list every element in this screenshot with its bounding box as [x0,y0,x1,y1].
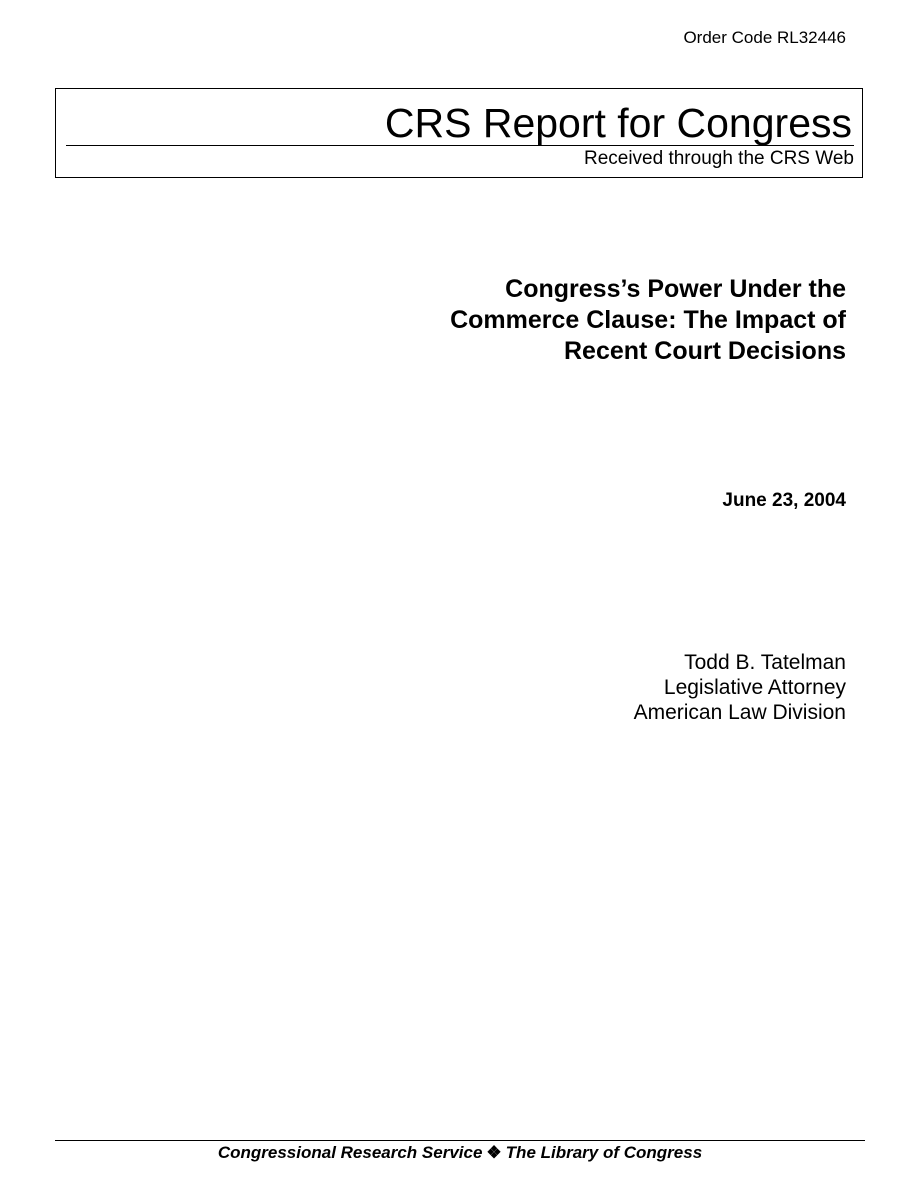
footer-library: The Library of Congress [505,1143,703,1162]
diamond-separator-icon: ❖ [486,1143,502,1162]
report-title-line: Commerce Clause: The Impact of [450,306,846,334]
header-divider [66,145,854,146]
order-code: Order Code RL32446 [683,28,846,47]
report-header-box [55,88,863,178]
report-date: June 23, 2004 [722,490,846,511]
report-title-line: Congress’s Power Under the [505,275,846,303]
report-series-subtitle: Received through the CRS Web [583,148,854,169]
footer-divider [55,1140,865,1141]
report-series-title: CRS Report for Congress [384,100,852,146]
report-title-line: Recent Court Decisions [563,337,846,365]
author-position: Legislative Attorney [663,676,846,699]
report-title [246,274,846,367]
author-division: American Law Division [633,701,846,724]
author-name: Todd B. Tatelman [684,651,846,674]
footer-organization: Congressional Research Service [217,1143,483,1162]
footer [0,1143,920,1163]
author-block [634,650,846,725]
